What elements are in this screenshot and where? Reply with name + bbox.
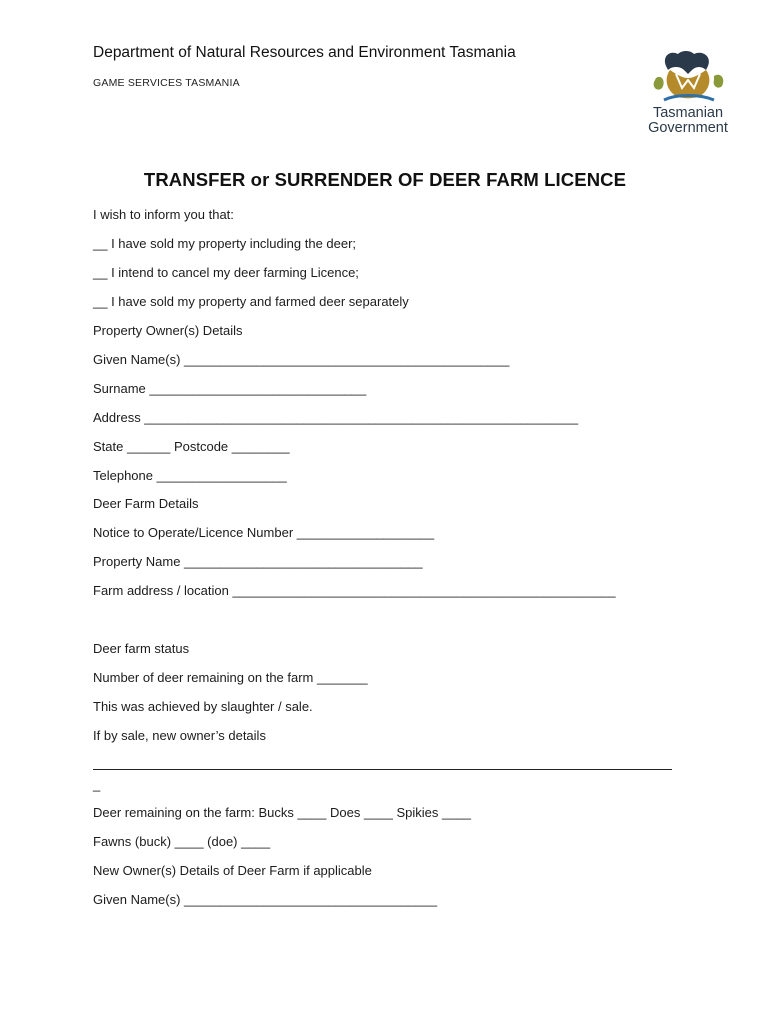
deer-remaining-field[interactable]: Number of deer remaining on the farm _______ [93, 670, 368, 685]
farm-details-heading: Deer Farm Details [93, 496, 199, 511]
farm-status-heading: Deer farm status [93, 641, 190, 656]
given-names-field[interactable]: Given Name(s) _____________________________________________ [93, 352, 510, 367]
division-name: GAME SERVICES TASMANIA [93, 77, 240, 89]
tasmanian-tiger-emblem-icon [636, 48, 740, 106]
achieved-by-text: This was achieved by slaughter / sale. [93, 699, 313, 714]
option-cancel-licence[interactable]: __ I intend to cancel my deer farming Licence; [93, 265, 359, 280]
form-title: TRANSFER or SURRENDER OF DEER FARM LICENCE [143, 169, 627, 190]
new-given-names-field[interactable]: Given Name(s) ___________________________________ [93, 892, 438, 907]
fawns-field[interactable]: Fawns (buck) ____ (doe) ____ [93, 834, 271, 849]
owner-details-heading: Property Owner(s) Details [93, 323, 243, 338]
new-owner-details-label: If by sale, new owner’s details [93, 728, 266, 743]
surname-field[interactable]: Surname ______________________________ [93, 381, 367, 396]
farm-address-field[interactable]: Farm address / location _____________________________________________________ [93, 583, 616, 598]
logo-text-tasmanian: Tasmanian [652, 105, 724, 121]
address-field[interactable]: Address ____________________________________________________________ [93, 410, 579, 425]
new-owner-heading: New Owner(s) Details of Deer Farm if applicable [93, 863, 372, 878]
telephone-field[interactable]: Telephone __________________ [93, 468, 287, 483]
property-name-field[interactable]: Property Name _________________________________ [93, 554, 423, 569]
option-sold-with-deer[interactable]: __ I have sold my property including the deer; [93, 236, 357, 251]
department-name: Department of Natural Resources and Environment Tasmania [93, 44, 516, 61]
tasmanian-government-logo [636, 48, 740, 138]
logo-text-government: Government [648, 120, 728, 136]
state-postcode-field[interactable]: State ______ Postcode ________ [93, 439, 290, 454]
option-sold-separately[interactable]: __ I have sold my property and farmed deer separately [93, 294, 409, 309]
intro-text: I wish to inform you that: [93, 207, 234, 222]
licence-number-field[interactable]: Notice to Operate/Licence Number ___________________ [93, 525, 435, 540]
deer-counts-field[interactable]: Deer remaining on the farm: Bucks ____ Does ____ Spikies ____ [93, 805, 471, 820]
new-owner-details-field[interactable] [93, 769, 672, 770]
underscore-wrap: _ [93, 777, 101, 792]
